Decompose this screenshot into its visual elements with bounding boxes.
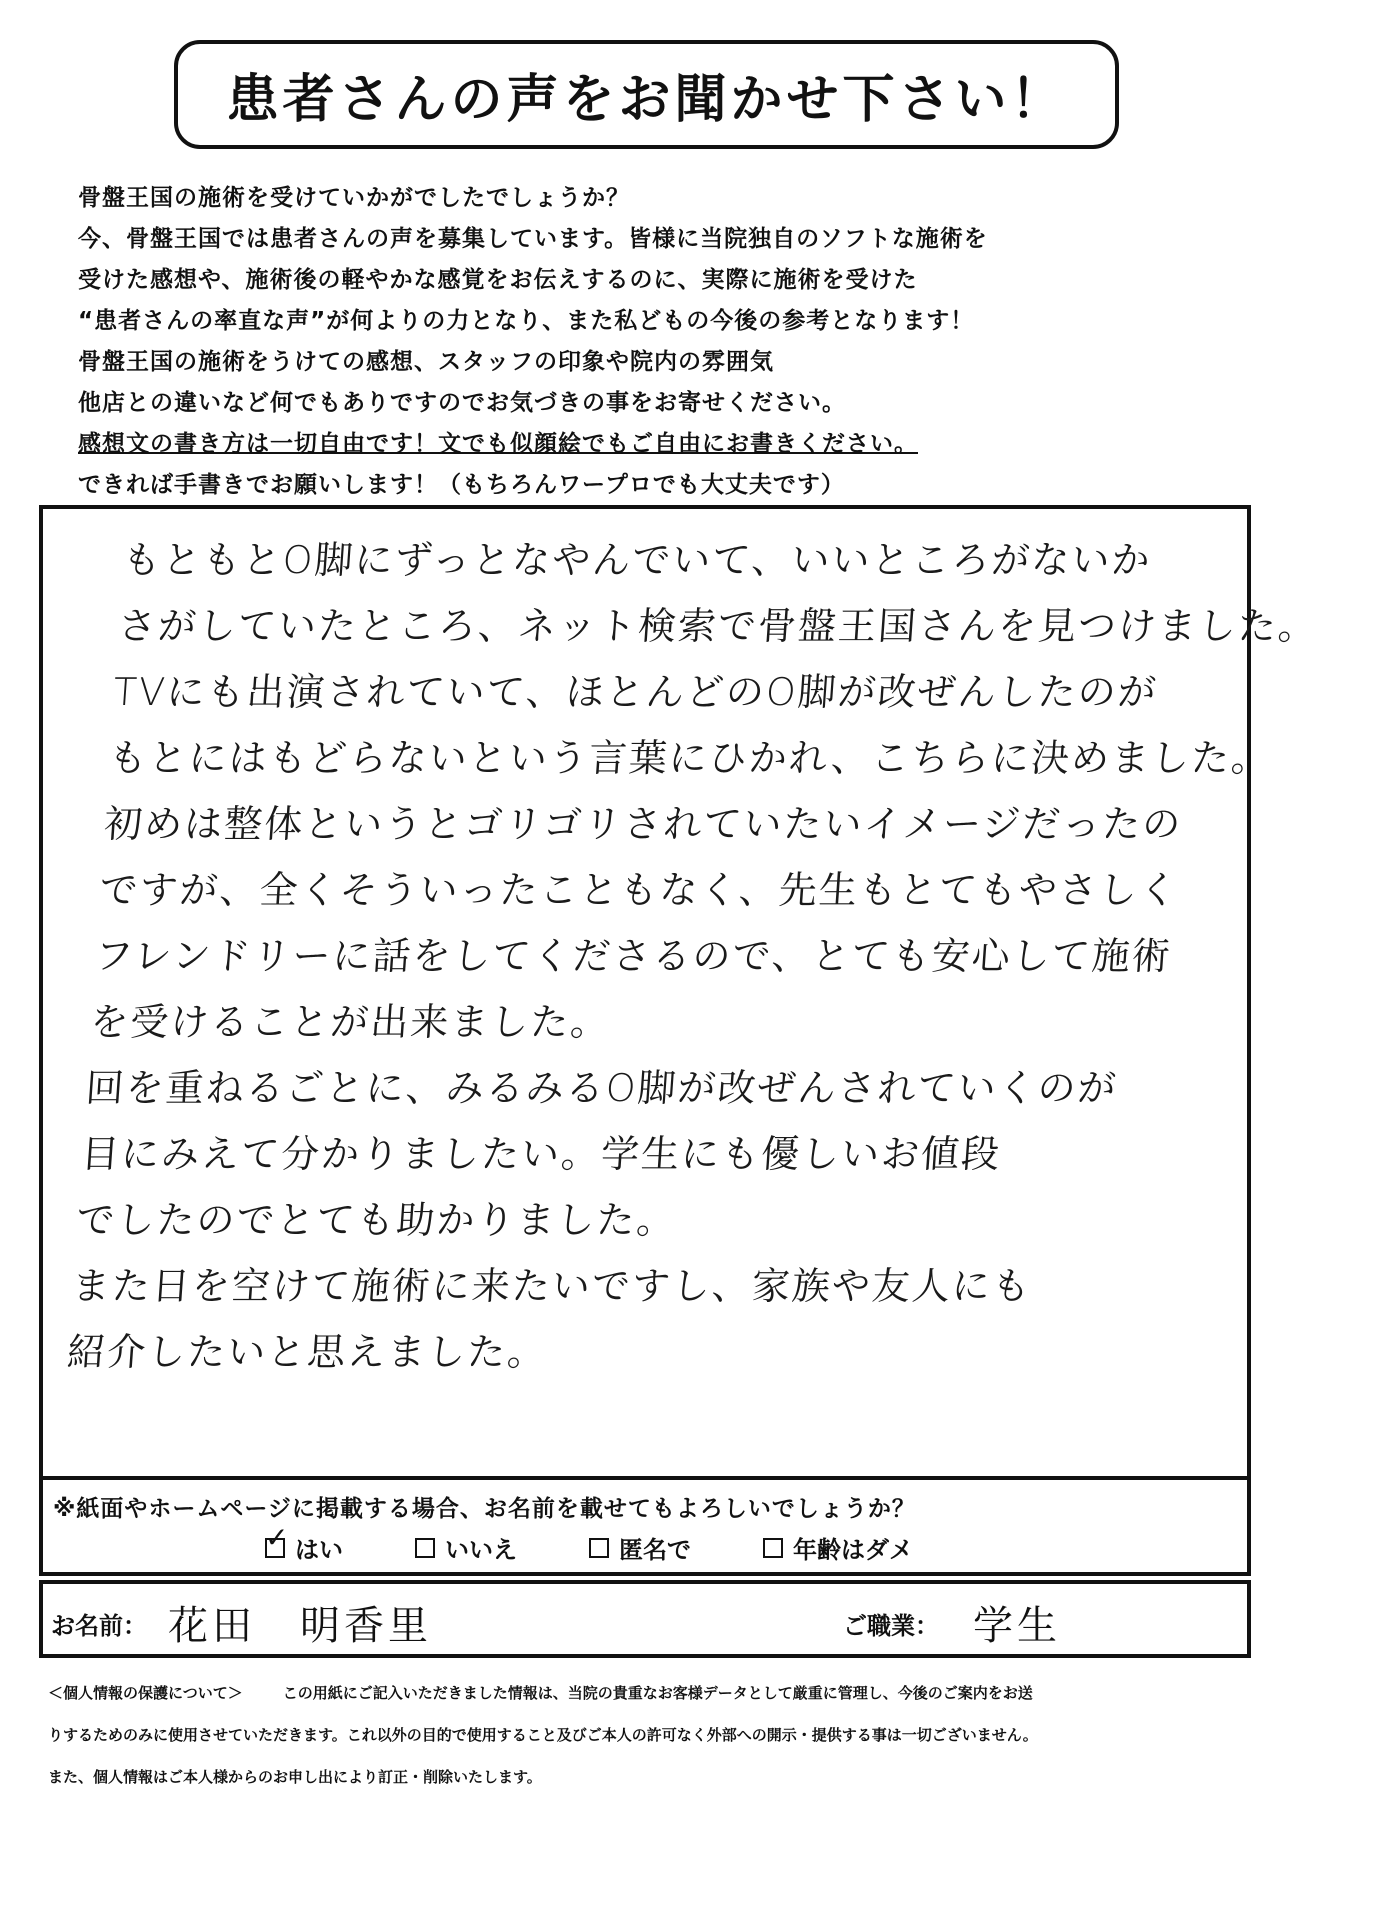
privacy-notice [48,1672,1268,1798]
intro-text [78,178,1278,506]
comment-line: 目にみえて分かりましたい。学生にも優しいお値段 [79,1132,1003,1176]
job-value: 学生 [973,1603,1061,1649]
intro-line: 受けた感想や、施術後の軽やかな感覚をお伝えするのに、実際に施術を受けた [78,267,918,293]
intro-line: 今、骨盤王国では患者さんの声を募集しています。皆様に当院独自のソフトな施術を [78,226,988,252]
comment-line: 紹介したいと思えました。 [65,1330,549,1374]
name-label: お名前： [51,1612,147,1640]
privacy-text: この用紙にご記入いただきました情報は、当院の貴重なお客様データとして厳重に管理し、今後のご案内をお送 [282,1684,1033,1702]
option-no-age[interactable] [763,1530,913,1565]
option-label: 年齢はダメ [793,1536,913,1564]
privacy-heading: ＜個人情報の保護について＞ [48,1684,243,1702]
page-title: 患者さんの声をお聞かせ下さい！ [226,70,1067,130]
comment-line: ですが、全くそういったこともなく、先生もとてもやさしく [98,868,1181,912]
intro-line: “患者さんの率直な声”が何よりの力となり、また私どもの今後の参考となります！ [78,308,975,334]
handwritten-comment [65,527,1320,1385]
intro-line-text: 感想文の書き方は一切自由です！文でも似顔絵でもご自由にお書きください。 [78,431,918,457]
option-anonymous[interactable] [589,1530,691,1565]
option-label: はい [295,1536,343,1564]
comment-line: を受けることが出来ました。 [88,1000,612,1044]
comment-line: さがしていたところ、ネット検索で骨盤王国さんを見つけました。 [116,604,1320,648]
comment-line: もともとO脚にずっとなやんでいて、いいところがないか [121,538,1154,582]
checkbox[interactable] [415,1538,435,1558]
checkbox-checked[interactable] [265,1520,289,1558]
comment-line: TVにも出演されていて、ほとんどのO脚が改ぜんしたのが [111,670,1160,714]
option-label: 匿名で [619,1536,691,1564]
intro-line: 骨盤王国の施術を受けていかがでしたでしょうか？ [78,185,630,211]
name-value: 花田 明香里 [168,1603,432,1649]
comment-line: もとにはもどらないという言葉にひかれ、こちらに決めました。 [107,736,1273,780]
title-box [174,40,1119,149]
intro-line-underlined [78,424,1278,465]
intro-line: 他店との違いなど何でもありですのでお気づきの事をお寄せください。 [78,390,846,416]
check-mark-icon: ✓ [265,1520,289,1554]
intro-line: 骨盤王国の施術をうけての感想、スタッフの印象や院内の雰囲気 [78,349,774,375]
consent-question: ※紙面やホームページに掲載する場合、お名前を載せてもよろしいでしょうか？ [53,1496,916,1522]
privacy-line: また、個人情報はご本人様からのお申し出により訂正・削除いたします。 [48,1768,542,1786]
checkbox[interactable] [763,1538,783,1558]
job-label: ご職業： [843,1612,939,1640]
consent-options [265,1520,985,1565]
comment-line: フレンドリーに話をしてくださるので、とても安心して施術 [93,934,1174,978]
option-no[interactable] [415,1530,517,1565]
comment-line: 回を重ねるごとに、みるみるO脚が改ぜんされていくのが [84,1066,1120,1110]
comment-line: でしたのでとても助かりました。 [75,1198,679,1242]
intro-line: できれば手書きでお願いします！（もちろんワープロでも大丈夫です） [78,472,845,498]
checkbox[interactable] [589,1538,609,1558]
name-job-box [39,1580,1251,1658]
option-label: いいえ [445,1536,517,1564]
comment-line: 初めは整体というとゴリゴリされていたいイメージだったの [102,802,1184,846]
privacy-line [48,1672,1268,1714]
option-yes[interactable] [265,1520,343,1565]
comment-box [39,505,1320,1480]
consent-box [39,1480,1251,1576]
privacy-line: りするためのみに使用させていただきます。これ以外の目的で使用すること及びご本人の許可なく外部への開示・提供する事は一切ございません。 [48,1726,1038,1744]
comment-line: また日を空けて施術に来たいですし、家族や友人にも [70,1264,1034,1308]
